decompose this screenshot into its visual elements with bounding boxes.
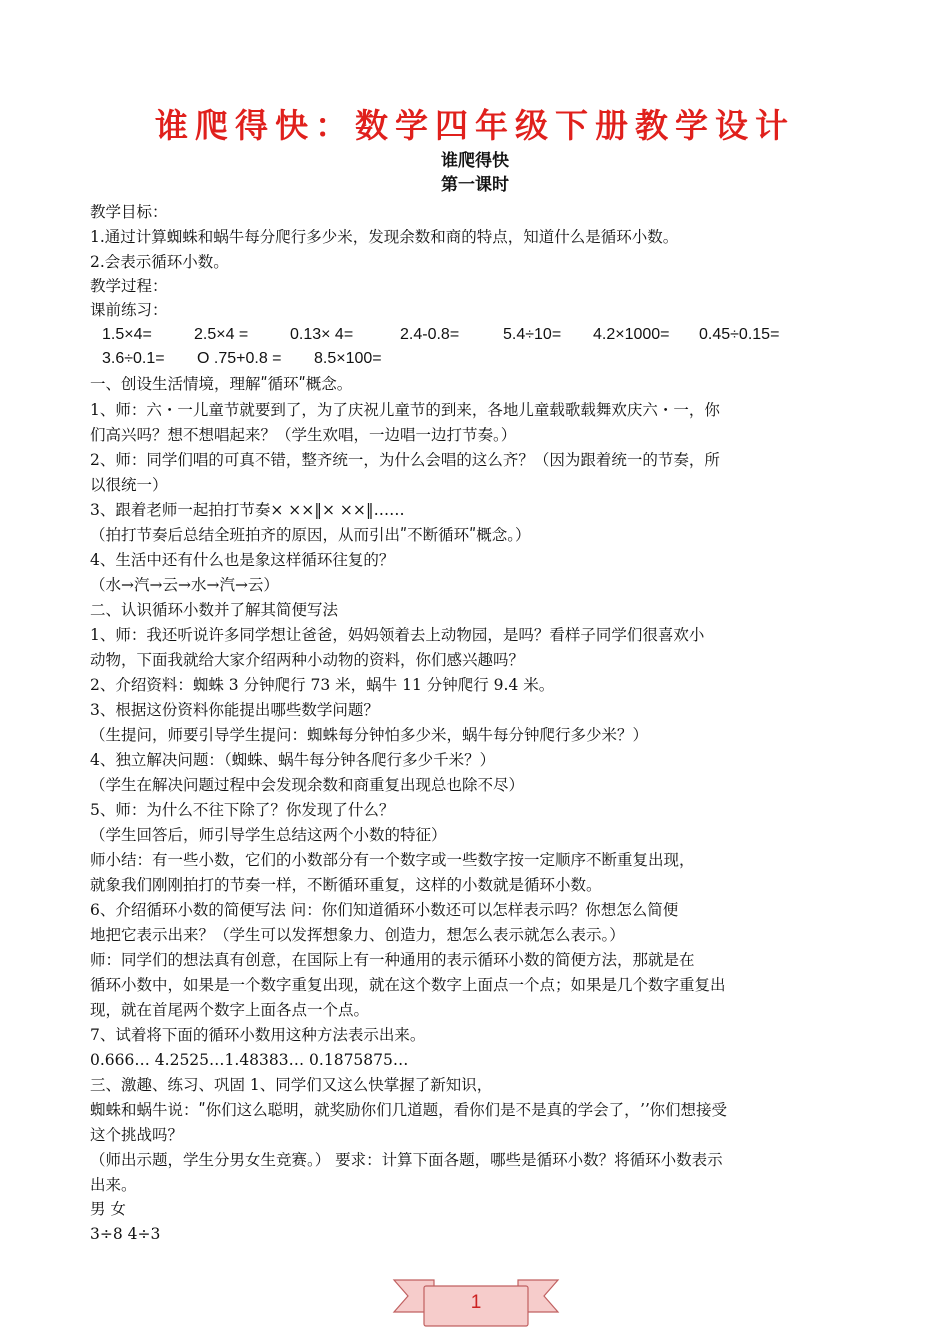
- text-line: 这个挑战吗？: [90, 1126, 184, 1144]
- text-line: 循环小数中，如果是一个数字重复出现，就在这个数字上面点一个点；如果是几个数字重复出: [90, 976, 726, 994]
- text-line: 2、介绍资料：蜘蛛 3 分钟爬行 73 米，蜗牛 11 分钟爬行 9.4 米。: [90, 676, 555, 694]
- text-line: 2、师：同学们唱的可真不错，整齐统一，为什么会唱的这么齐？（因为跟着统一的节奏，所: [90, 451, 720, 469]
- text-line: 7、试着将下面的循环小数用这种方法表示出来。: [90, 1026, 426, 1044]
- text-line: 地把它表示出来？（学生可以发挥想象力、创造力，想怎么表示就怎么表示。）: [90, 926, 625, 944]
- text-line: 3÷8 4÷3: [90, 1225, 161, 1243]
- text-line: 们高兴吗？想不想唱起来？（学生欢唱，一边唱一边打节奏。）: [90, 426, 517, 444]
- text-line: 教学过程：: [90, 277, 168, 295]
- exercise-item: 4.2×1000=: [593, 326, 670, 343]
- exercise-row-1: [90, 323, 862, 347]
- exercise-item: 2.4-0.8=: [400, 326, 460, 343]
- lesson-period: 第一课时: [441, 175, 509, 195]
- text-line: 男 女: [90, 1200, 126, 1218]
- text-line: 4、生活中还有什么也是象这样循环往复的？: [90, 551, 395, 569]
- exercise-item: 0.45÷0.15=: [699, 326, 780, 343]
- text-line: 就象我们刚刚拍打的节奏一样，不断循环重复，这样的小数就是循环小数。: [90, 876, 602, 894]
- text-line: 师小结：有一些小数，它们的小数部分有一个数字或一些数字按一定顺序不断重复出现，: [90, 851, 695, 869]
- text-line: 5、师：为什么不往下除了？你发现了什么？: [90, 801, 395, 819]
- text-line: 1、师：六・一儿童节就要到了，为了庆祝儿童节的到来，各地儿童载歌载舞欢庆六・一，你: [90, 401, 720, 419]
- text-line: 师：同学们的想法真有创意，在国际上有一种通用的表示循环小数的简便方法，那就是在: [90, 951, 695, 969]
- text-line: 出来。: [90, 1176, 137, 1194]
- text-line: 现，就在首尾两个数字上面各点一个点。: [90, 1001, 370, 1019]
- text-line: 动物，下面我就给大家介绍两种小动物的资料，你们感兴趣吗？: [90, 651, 525, 669]
- page-number: 1: [470, 1292, 482, 1313]
- document-title: 谁爬得快：数学四年级下册教学设计: [155, 106, 795, 145]
- text-line: 0.666… 4.2525…1.48383… 0.1875875…: [90, 1051, 409, 1069]
- exercise-item: 2.5×4 =: [194, 326, 249, 343]
- text-line: 以很统一）: [90, 476, 168, 494]
- text-line: 课前练习：: [90, 301, 168, 319]
- text-line: （水→汽→云→水→汽→云）: [90, 576, 279, 594]
- text-line: 3、跟着老师一起拍打节奏× ××‖× ××‖……: [90, 501, 405, 519]
- text-line: 6、介绍循环小数的简便写法 问：你们知道循环小数还可以怎样表示吗？你想怎么简便: [90, 901, 679, 919]
- text-line: 1、师：我还听说许多同学想让爸爸，妈妈领着去上动物园，是吗？看样子同学们很喜欢小: [90, 626, 705, 644]
- text-line: 教学目标：: [90, 203, 168, 221]
- exercise-item: 3.6÷0.1=: [102, 350, 165, 367]
- text-line: 4、独立解决问题：（蜘蛛、蜗牛每分钟各爬行多少千米？）: [90, 751, 496, 769]
- exercise-row-2: [90, 347, 862, 371]
- exercise-item: 5.4÷10=: [503, 326, 562, 343]
- text-line: （学生回答后，师引导学生总结这两个小数的特征）: [90, 826, 447, 844]
- text-line: （拍打节奏后总结全班拍齐的原因，从而引出ʺ不断循环ʺ概念。）: [90, 526, 531, 544]
- text-line: 蜘蛛和蜗牛说：ʺ你们这么聪明，就奖励你们几道题，看你们是不是真的学会了，ʼʼ你们想接受: [90, 1101, 727, 1119]
- lesson-subtitle: 谁爬得快: [441, 151, 509, 171]
- exercise-item: O .75+0.8 =: [197, 350, 282, 367]
- exercise-item: 0.13× 4=: [290, 326, 354, 343]
- section-heading: 一、创设生活情境，理解ʺ循环ʺ概念。: [90, 375, 353, 393]
- text-line: （师出示题，学生分男女生竞赛。） 要求：计算下面各题，哪些是循环小数？将循环小数表示: [90, 1151, 723, 1169]
- text-line: （生提问，师要引导学生提问：蜘蛛每分钟怕多少米，蜗牛每分钟爬行多少米？）: [90, 726, 649, 744]
- text-line: 2.会表示循环小数。: [90, 253, 229, 271]
- text-line: 1.通过计算蜘蛛和蜗牛每分爬行多少米，发现余数和商的特点，知道什么是循环小数。: [90, 228, 679, 246]
- section-heading: 二、认识循环小数并了解其简便写法: [90, 601, 339, 619]
- section-heading: 三、激趣、练习、巩固 1、同学们又这么快掌握了新知识，: [90, 1076, 493, 1094]
- text-line: （学生在解决问题过程中会发现余数和商重复出现总也除不尽）: [90, 776, 525, 794]
- page-number-badge: [388, 1268, 564, 1338]
- exercise-item: 8.5×100=: [314, 350, 382, 367]
- exercise-item: 1.5×4=: [102, 326, 152, 343]
- text-line: 3、根据这份资料你能提出哪些数学问题？: [90, 701, 379, 719]
